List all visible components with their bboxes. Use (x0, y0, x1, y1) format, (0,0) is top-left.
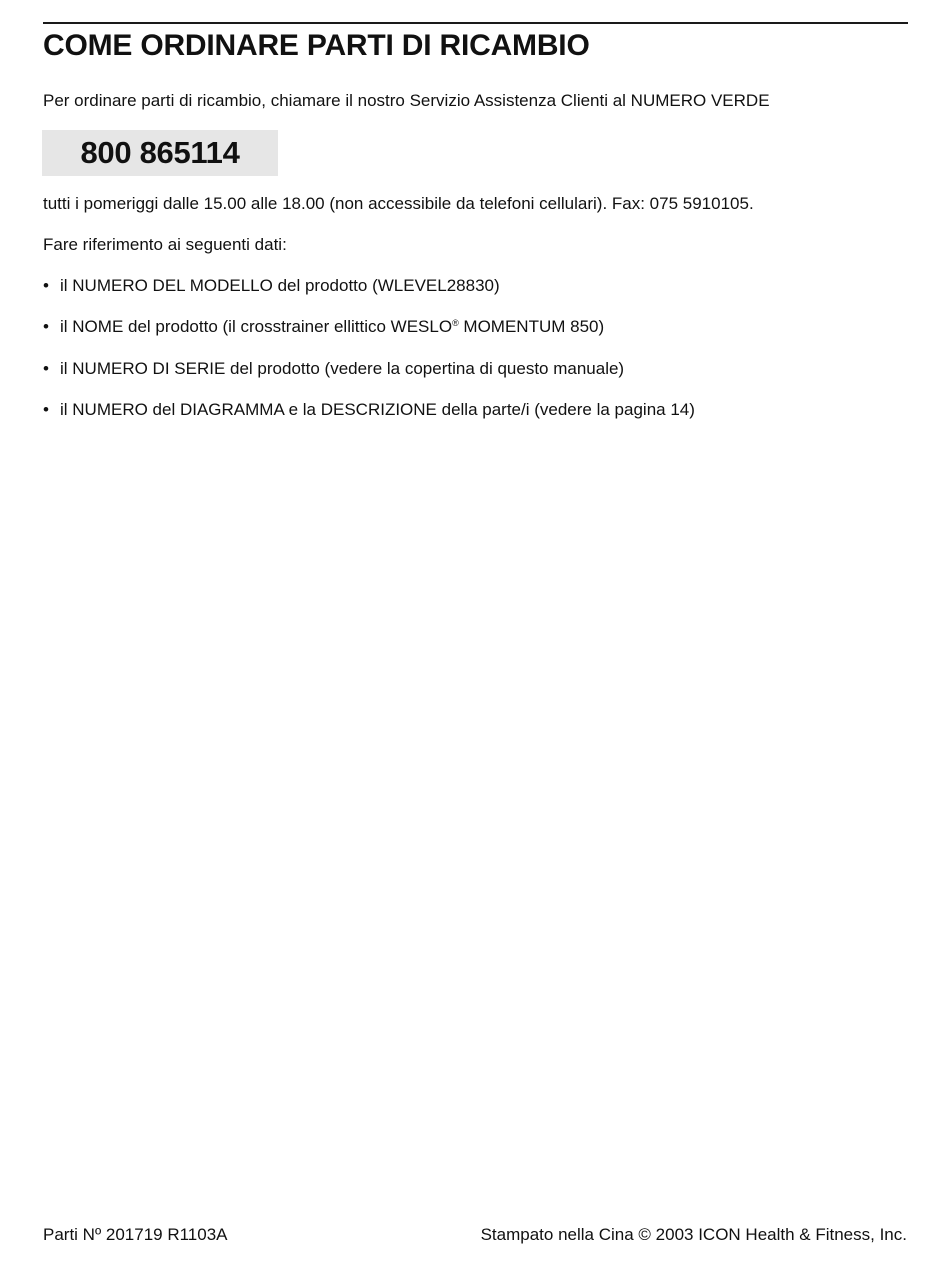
bullet-icon: • (43, 317, 49, 337)
list-item-text: il NUMERO DI SERIE del prodotto (vedere la copertina di questo manuale) (60, 358, 625, 378)
list-item-diagram-number (43, 399, 695, 440)
required-info-list (43, 275, 695, 440)
list-item-text: il NOME del prodotto (il crosstrainer ellittico WESLO (60, 317, 453, 337)
list-item-text-end: MOMENTUM 850) (458, 317, 605, 337)
footer-copyright: Stampato nella Cina © 2003 ICON Health & Fitness, Inc. (480, 1225, 907, 1244)
bullet-icon: • (43, 399, 49, 419)
list-item-product-name (43, 316, 695, 357)
list-item-model-number (43, 275, 695, 316)
toll-free-number: 800 865114 (80, 135, 240, 170)
hours-paragraph: tutti i pomeriggi dalle 15.00 alle 18.00 (non accessibile da telefoni cellulari). Fax: 075 5910105. (43, 194, 754, 213)
list-item-serial-number (43, 358, 695, 399)
footer-part-number: Parti Nº 201719 R1103A (43, 1225, 228, 1244)
intro-paragraph: Per ordinare parti di ricambio, chiamare il nostro Servizio Assistenza Clienti al NUMERO VERDE (43, 91, 770, 110)
top-divider (43, 22, 908, 24)
phone-number-box (42, 130, 278, 176)
registered-mark: ® (452, 318, 459, 329)
bullet-icon: • (43, 358, 49, 378)
list-item-text: il NUMERO del DIAGRAMMA e la DESCRIZIONE della parte/i (vedere la pagina 14) (60, 399, 695, 419)
list-item-text: il NUMERO DEL MODELLO del prodotto (WLEVEL28830) (60, 276, 500, 295)
bullet-icon: • (43, 276, 49, 295)
page-title: COME ORDINARE PARTI DI RICAMBIO (43, 29, 590, 62)
reference-intro: Fare riferimento ai seguenti dati: (43, 235, 287, 254)
